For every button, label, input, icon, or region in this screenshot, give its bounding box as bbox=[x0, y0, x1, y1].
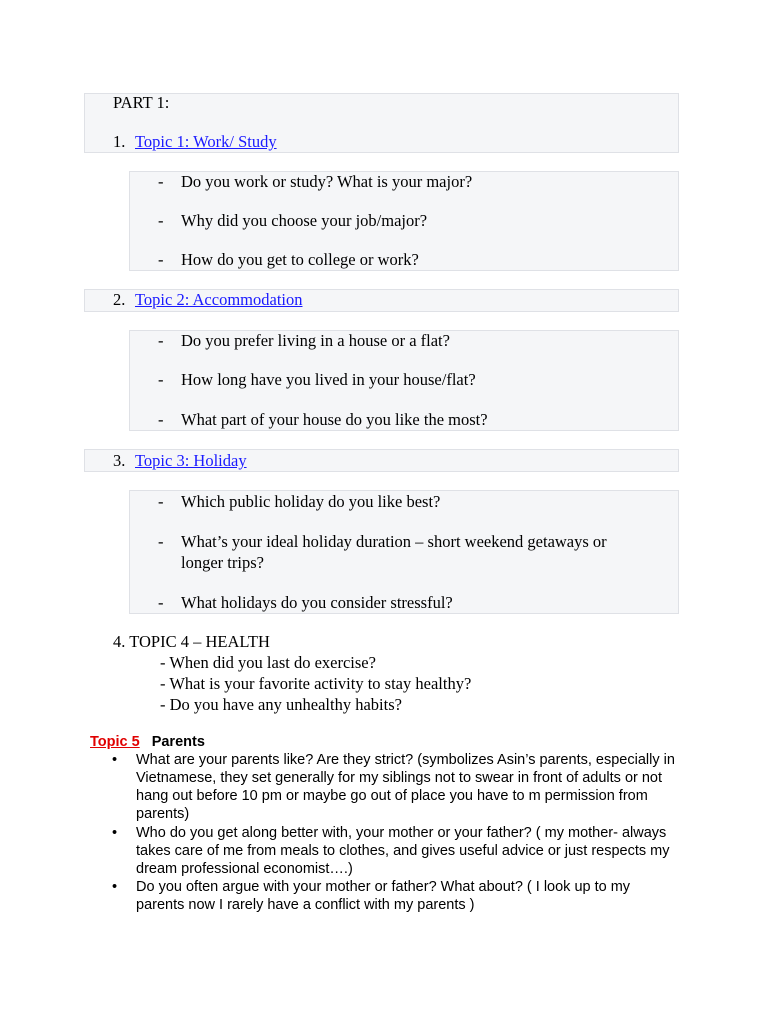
topic2-title-link[interactable]: Topic 2: Accommodation bbox=[135, 290, 303, 309]
dash-marker: - bbox=[158, 172, 164, 191]
part-title: PART 1: bbox=[113, 93, 170, 112]
topic1-question-1: Do you work or study? What is your major? bbox=[181, 172, 473, 191]
bullet-marker: • bbox=[112, 752, 118, 768]
topic1-question-3: How do you get to college or work? bbox=[181, 250, 419, 269]
topic1-number: 1. bbox=[113, 132, 126, 151]
topic5-label: Topic 5 bbox=[90, 734, 140, 750]
topic1-question-2: Why did you choose your job/major? bbox=[181, 211, 428, 230]
topic3-question-2-continued: longer trips? bbox=[181, 553, 264, 572]
topic4-question-3: - Do you have any unhealthy habits? bbox=[160, 695, 402, 714]
topic2-number: 2. bbox=[113, 290, 126, 309]
dash-marker: - bbox=[158, 331, 164, 350]
topic3-question-2: What’s your ideal holiday duration – short weekend getaways or bbox=[181, 532, 607, 551]
dash-marker: - bbox=[158, 370, 164, 389]
topic5-question-1: What are your parents like? Are they strict? (symbolizes Asin’s parents, especially in Vietnamese, they set generally for my siblings not to swear in front of adults or not hang out before 10 pm or maybe go out of place you have to m permission from parents) bbox=[136, 752, 675, 822]
topic5-question-3: Do you often argue with your mother or father? What about? ( I look up to my parents now I rarely have a conflict with my parents ) bbox=[136, 879, 631, 913]
topic2-question-2: How long have you lived in your house/flat? bbox=[181, 370, 476, 389]
topic3-title-link[interactable]: Topic 3: Holiday bbox=[135, 451, 247, 470]
dash-marker: - bbox=[158, 211, 164, 230]
topic5-title: Parents bbox=[151, 734, 205, 750]
topic2-question-3: What part of your house do you like the most? bbox=[181, 410, 488, 429]
topic3-question-1: Which public holiday do you like best? bbox=[181, 492, 441, 511]
dash-marker: - bbox=[158, 492, 164, 511]
topic3-number: 3. bbox=[113, 451, 126, 470]
dash-marker: - bbox=[158, 250, 164, 269]
dash-marker: - bbox=[158, 410, 164, 429]
topic1-title-link[interactable]: Topic 1: Work/ Study bbox=[135, 132, 277, 151]
bullet-marker: • bbox=[112, 879, 118, 895]
topic4-question-1: - When did you last do exercise? bbox=[160, 653, 376, 672]
topic4-heading: 4. TOPIC 4 – HEALTH bbox=[113, 632, 270, 651]
bullet-marker: • bbox=[112, 825, 118, 841]
dash-marker: - bbox=[158, 532, 164, 551]
dash-marker: - bbox=[158, 593, 164, 612]
topic3-question-3: What holidays do you consider stressful? bbox=[181, 593, 453, 612]
topic5-heading bbox=[90, 733, 205, 751]
topic4-question-2: - What is your favorite activity to stay healthy? bbox=[160, 674, 472, 693]
topic2-question-1: Do you prefer living in a house or a flat? bbox=[181, 331, 450, 350]
topic5-question-2: Who do you get along better with, your mother or your father? ( my mother- always takes care of me from meals to clothes, and gives useful advice or just respects my dream professional economist….) bbox=[136, 825, 670, 877]
